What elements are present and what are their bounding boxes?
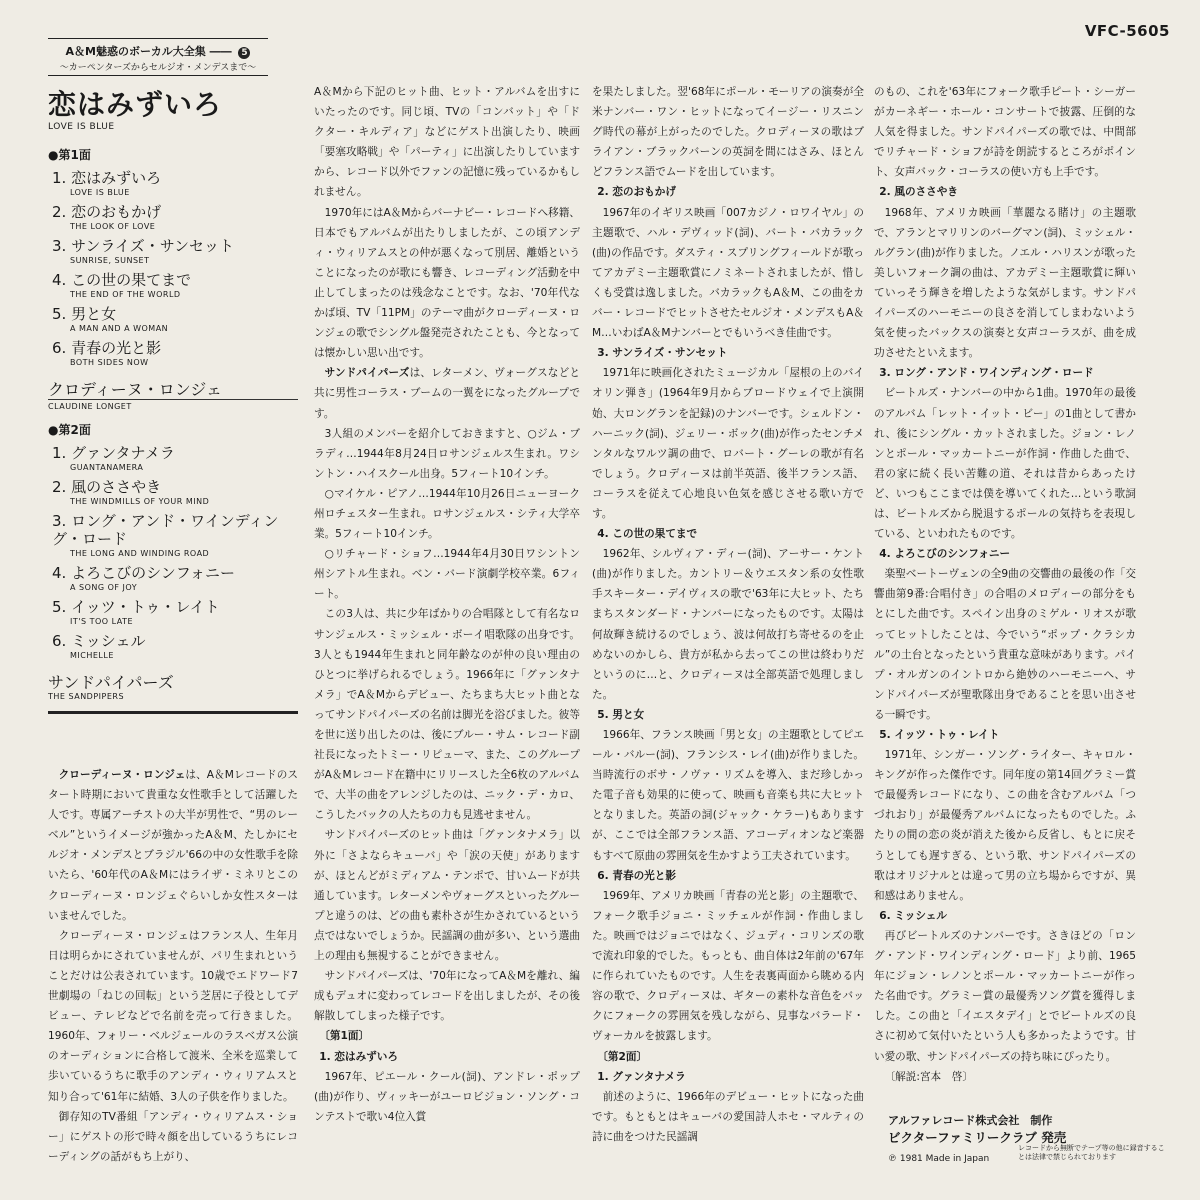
track-item: 5. 男と女 A MAN AND A WOMAN [52, 305, 169, 333]
liner-paragraph: 1969年、アメリカ映画「青春の光と影」の主題歌で、フォーク歌手ジョニ・ミッチェルが作詞・作曲しました。映画ではジョニではなく、ジュディ・コリンズの歌で流れ印象的でした。もっとも、曲自体は2年前の'67年に作られていたものです。人生を表裏両面から眺める内容の歌で、クロディーヌは、ギターの素朴な音色をバックにフォークの雰囲気を残しながら、見事なバラード・ヴォーカルを披露します。 [592, 889, 864, 1043]
track-item: 3. サンライズ・サンセット SUNRISE, SUNSET [52, 237, 234, 265]
section-heading: 2. 恋のおもかげ [597, 186, 676, 199]
copyright-notice: レコードから無断でテープ等の他に録音することは法律で禁じられております [1018, 1144, 1165, 1161]
liner-paragraph: を果たしました。翌'68年にポール・モーリアの演奏が全米ナンバー・ワン・ヒットになってイージー・リスニング時代の幕が上がったのでした。クロディーヌの歌はブライアン・ブラックバーンの英詞を間にはさみ、ほとんどフランス語でムードを出しています。 [592, 86, 864, 179]
track-item: 2. 風のささやき THE WINDMILLS OF YOUR MIND [52, 478, 210, 506]
track-item: 4. よろこびのシンフォニー A SONG OF JOY [52, 564, 235, 592]
section-heading: 3. サンライズ・サンセット [597, 347, 728, 360]
section-heading: 1. 恋はみずいろ [319, 1050, 398, 1063]
section-heading: 1. グァンタナメラ [597, 1070, 686, 1083]
liner-notes-col1 [48, 765, 298, 1167]
liner-paragraph: サンドパイパーズのヒット曲は「グァンタナメラ」以外に「さよならキューバ」や「涙の天使」がありますが、ほとんどがミディアム・テンポで、甘いムードが共通しています。レターメンやヴォーグスといったグループと違うのは、どの曲も素朴さが生かされているという点ではないでしょうか。民謡調の曲が多い、という選曲上の理由も無視することができません。 [314, 829, 580, 963]
section-heading: 2. 風のささやき [879, 186, 958, 199]
liner-paragraph: サンドパイパーズは、'70年になってA＆Mを離れ、編成もデュオに変わってレコードを出しましたが、その後解散してしまった様子です。 [314, 970, 580, 1023]
liner-paragraph: 楽聖ベートーヴェンの全9曲の交響曲の最後の作「交響曲第9番:合唱付き」の合唱のメロディーの部分をもとにした曲です。スペイン出身のミゲル・リオスが歌ってヒットしたことは、今でいう“ポップ・クラシカル”の土台となったという貴重な意味があります。パイプ・オルガンのイントロから絶妙のハーモニーへ、サンドパイパーズが聖歌隊出身であることを思い出させる一瞬です。 [874, 568, 1136, 721]
side1-artist: クロディーヌ・ロンジェ [48, 380, 223, 399]
liner-paragraph: 1968年、アメリカ映画「華麗なる賭け」の主題歌で、アランとマリリンのバーグマン(詞)、ミッシェル・ルグラン(曲)が作りました。ノエル・ハリスンが歌った美しいフォーク調の曲は、アカデミー主題歌賞に輝いていっそう輝きを増したような気がします。サンドパイパーズのハーモニーの良さを消してしまわないよう気を使ったバックスの演奏と女声コーラスが、曲を成功させたといえます。 [874, 206, 1136, 360]
liner-paragraph: ○マイケル・ピアノ…1944年10月26日ニューヨーク州ロチェスター生まれ。ロサンジェルス・シティ大学卒業。5フィート10インチ。 [314, 487, 580, 541]
track-item: 1. グァンタナメラ GUANTANAMERA [52, 444, 175, 472]
liner-paragraph: 1962年、シルヴィア・ディー(詞)、アーサー・ケント(曲)が作りました。カントリー＆ウエスタン系の女性歌手スキーター・デイヴィスの歌で'63年に大ヒット、たちまちスタンダード・ナンバーになったものです。太陽は何故輝き続けるのでしょう、波は何故打ち寄せるのを止めないのかしら、貴方が私から去ってこの世は終わりだというのに…と、クロディーヌは全部英語で処理しました。 [592, 548, 864, 701]
side2-tracklist [48, 444, 300, 660]
copyright-line: ℗ 1981 Made in Japan [888, 1154, 990, 1164]
series-number-badge: 5 [238, 47, 250, 59]
side2-artist-en: THE SANDPIPERS [48, 692, 125, 701]
divider [48, 711, 298, 714]
section-heading: 5. イッツ・トゥ・レイト [879, 729, 1000, 741]
emphasis-name: サンドパイパーズ [324, 367, 410, 380]
section-heading: 4. この世の果てまで [597, 528, 698, 541]
liner-paragraph: サンドパイパーズは、レターメン、ヴォーグスなどと共に男性コーラス・ブームの一翼をになったグループです。 [314, 367, 581, 420]
liner-paragraph: 3人組のメンバーを紹介しておきますと、○ジム・ブラディ…1944年8月24日ロサンジェルス生まれ。ワシントン・ハイスクール出身。5フィート10インチ。 [314, 427, 580, 480]
track-item: 6. ミッシェル MICHELLE [52, 632, 146, 660]
section-heading: 6. 青春の光と影 [597, 869, 676, 882]
liner-paragraph: 御存知のTV番組「アンディ・ウィリアムス・ショー」にゲストの形で時々顔を出しているうちにレコーディングの話がもち上がり、 [48, 1110, 298, 1163]
section-heading: 〔第2面〕 [597, 1050, 648, 1063]
track-item: 1. 恋はみずいろ LOVE IS BLUE [52, 169, 162, 197]
section-heading: 4. よろこびのシンフォニー [879, 548, 1011, 561]
side2-artist: サンドパイパーズ [48, 673, 174, 692]
album-title-en: LOVE IS BLUE [48, 122, 115, 132]
track-item: 4. この世の果てまで THE END OF THE WORLD [52, 271, 192, 299]
liner-paragraph: クローディーヌ・ロンジェは、A＆Mレコードのスタート時期において貴重な女性歌手として活躍した人です。専属アーチストの大半が男性で、“男のレーベル”というイメージが強かったA＆M、たしかにセルジオ・メンデスとブラジル'66の中の女性歌手を除いたら、'60年代のA＆Mにはライザ・ミネリとこのクローディーヌ・ロンジェぐらいしか女性スターはいませんでした。 [48, 769, 298, 922]
track-item: 6. 青春の光と影 BOTH SIDES NOW [52, 339, 162, 367]
emphasis-name: クローディーヌ・ロンジェ [58, 769, 186, 781]
production-credits [888, 1112, 1168, 1164]
side1-label: ●第1面 [48, 148, 91, 162]
side1-artist-en: CLAUDINE LONGET [48, 402, 132, 411]
liner-paragraph: 1971年に映画化されたミュージカル「屋根の上のバイオリン弾き」(1964年9月からブロードウェイで上演開始、大ロングランを記録)のナンバーです。シェルドン・ハーニック(詞)、ジェリー・ボック(曲)が作ったセンチメンタルなワルツ調の曲で、ロバート・グーレの歌が有名でしょう。クロディーヌは前半英語、後半フランス語、コーラスを従えて心地良い色気を感じさせる歌い方です。 [592, 367, 864, 520]
tracklist-panel [48, 88, 300, 714]
liner-paragraph: 1971年、シンガー・ソング・ライター、キャロル・キングが作った傑作です。同年度の第14回グラミー賞で最優秀レコードになり、この曲を含むアルバム「つづれおり」が最優秀アルバムになったものでした。ふたりの間の恋の炎が消えた後から反省し、もとに戻そうとしても遅すぎる、という歌、サンドパイパーズの歌はオリジナルとは違って男の立ち場からですが、異和感はありません。 [874, 749, 1136, 902]
series-banner: A＆M魅惑のボーカル大全集 ―― 5 〜カーペンターズからセルジオ・メンデスまで〜 [48, 38, 268, 76]
section-heading: 3. ロング・アンド・ワインディング・ロード [879, 367, 1094, 380]
liner-paragraph: のもの、これを'63年にフォーク歌手ピート・シーガーがカーネギー・ホール・コンサートで披露、圧倒的な人気を得ました。サンドパイパーズの歌では、中間部でリチャード・ショフが詩を朗読するところがポイント、女声バック・コーラスの使い方も上手です。 [874, 86, 1136, 179]
series-subtitle: 〜カーペンターズからセルジオ・メンデスまで〜 [59, 63, 257, 73]
catalog-number: VFC-5605 [1084, 22, 1170, 40]
liner-paragraph: 1970年にはA＆Mからバーナビー・レコードへ移籍、日本でもアルバムが出たりしましたが、この頃アンディ・ウィリアムスとの仲が悪くなって別居、離婚ということになったのが歌にも響き、レコーディング活動を中止してしまったのは残念なことです。なお、'70年代なかば頃、TV「11PM」のテーマ曲がクローディーヌ・ロンジェの歌でシングル盤発売されたことも、今となっては懐かしい思い出です。 [314, 206, 580, 360]
liner-paragraph: この3人は、共に少年ばかりの合唱隊として有名なロサンジェルス・ミッシェル・ボーイ唱歌隊の出身です。3人とも1944年生まれと同年齢なのが仲の良い理由のひとつに挙げられるでしょう。1966年に「グァンタナメラ」でA＆Mからデビュー、たちまち大ヒット曲となってサンドパイパーズの名前は脚光を浴びました。彼等を世に送り出したのは、後にブルー・サム・レコード副社長になったトミー・リピューマ、また、このグループがA＆Mレコード在籍中にリリースした全6枚のアルバムで、大半の曲をアレンジしたのは、ニック・デ・カロ、こうしたバックの人たちの力も見逃せません。 [314, 608, 580, 822]
liner-notes-col4 [874, 82, 1136, 1087]
liner-paragraph: 前述のように、1966年のデビュー・ヒットになった曲です。もともとはキューバの愛国詩人ホセ・マルティの詩に曲をつけた民謡調 [592, 1090, 864, 1143]
section-heading: 5. 男と女 [597, 708, 645, 721]
divider [48, 399, 298, 400]
producer-credit: アルファレコード株式会社 制作 [888, 1114, 1053, 1127]
liner-paragraph: 1967年のイギリス映画「007カジノ・ロワイヤル」の主題歌で、ハル・デヴィッド(詞)、バート・バカラック(曲)の作品です。ダスティ・スプリングフィールドが歌ってアカデミー主題歌賞にノミネートされましたが、惜しくも受賞は逸しました。バカラックもA＆M、この曲をカバー・レコードでヒットさせたセルジオ・メンデスもA＆M…いわばA＆Mナンバーとでもいうべき佳曲です。 [592, 206, 864, 340]
liner-paragraph: 〔解説:宮本 啓〕 [884, 1070, 973, 1083]
liner-notes-col3 [592, 82, 864, 1147]
liner-paragraph: ビートルズ・ナンバーの中から1曲。1970年の最後のアルバム「レット・イット・ビー」の1曲として書かれ、後にシングル・カットされました。ジョン・レノンとポール・マッカートニーが作詞・作曲した曲で、君の家に続く長い苦難の道、それは昔からあったけど、いつもここまでは僕を導いてくれた…という歌詞は、ビートルズから脱退するポールの気持ちを表現している、といわれたものです。 [874, 387, 1136, 541]
side1-tracklist [48, 169, 300, 367]
track-item: 3. ロング・アンド・ワインディング・ロード THE LONG AND WINDING ROAD [52, 512, 279, 558]
liner-notes-col2 [314, 82, 580, 1127]
liner-paragraph: 1966年、フランス映画「男と女」の主題歌としてピエール・バルー(詞)、フランシス・レイ(曲)が作りました。当時流行のボサ・ノヴァ・リズムを導入、まだ珍しかった電子音も効果的に使って、映画も音楽も共に大ヒットとなりました。英語の詞(ジャック・ケラー)もありますが、ここでは全部フランス語、アコーディオンなど楽器もすべて原曲の雰囲気を生かすよう工夫されています。 [592, 729, 864, 862]
side2-label: ●第2面 [48, 423, 91, 437]
liner-paragraph: クローディーヌ・ロンジェはフランス人、生年月日は明らかにされていませんが、パリ生まれということだけは公表されています。10歳でエドワード7世劇場の「ねじの回転」という芝居に子役としてデビュー、テレビなどで名前を売って行きました。1960年、フォリー・ベルジェールのラスベガス公演のオーディションに合格して渡米、全米を巡業して歩いているうちに歌手のアンディ・ウィリアムスと知り合って'61年に結婚、3人の子供を作りました。 [48, 929, 298, 1103]
album-title: 恋はみずいろ [48, 88, 223, 121]
track-item: 5. イッツ・トゥ・レイト IT'S TOO LATE [52, 598, 220, 626]
track-item: 2. 恋のおもかげ THE LOOK OF LOVE [52, 203, 162, 231]
series-title: A＆M魅惑のボーカル大全集 [65, 45, 206, 58]
section-heading: 6. ミッシェル [879, 909, 947, 922]
liner-paragraph: ○リチャード・ショフ…1944年4月30日ワシントン州シアトル生まれ。ベン・バード演劇学校卒業。6フィート。 [314, 548, 580, 601]
liner-paragraph: A＆Mから下記のヒット曲、ヒット・アルバムを出すにいたったのです。同じ頃、TVの「コンバット」や「ドクター・キルディア」などにゲスト出演したり、映画「要塞攻略戦」や「パーティ」に出演したりしていますから、レコード以外でファンの記憶に残っているかもしれません。 [314, 86, 580, 199]
liner-paragraph: 再びビートルズのナンバーです。さきほどの「ロング・アンド・ワインディング・ロード」より前、1965年にジョン・レノンとポール・マッカートニーが作った名曲です。グラミー賞の最優秀ソング賞を獲得しました。この曲と「イエスタデイ」とでビートルズの良さに初めて気付いたという人も多かったようです。甘い愛の歌、サンドパイパーズの持ち味にぴったり。 [874, 929, 1136, 1063]
liner-paragraph: 1967年、ピエール・クール(詞)、アンドレ・ポップ(曲)が作り、ヴィッキーがユーロビジョン・ソング・コンテストで歌い4位入賞 [314, 1070, 580, 1123]
section-heading: 〔第1面〕 [319, 1030, 370, 1043]
seller-credit: ビクターファミリークラブ 発売 [888, 1130, 1067, 1145]
